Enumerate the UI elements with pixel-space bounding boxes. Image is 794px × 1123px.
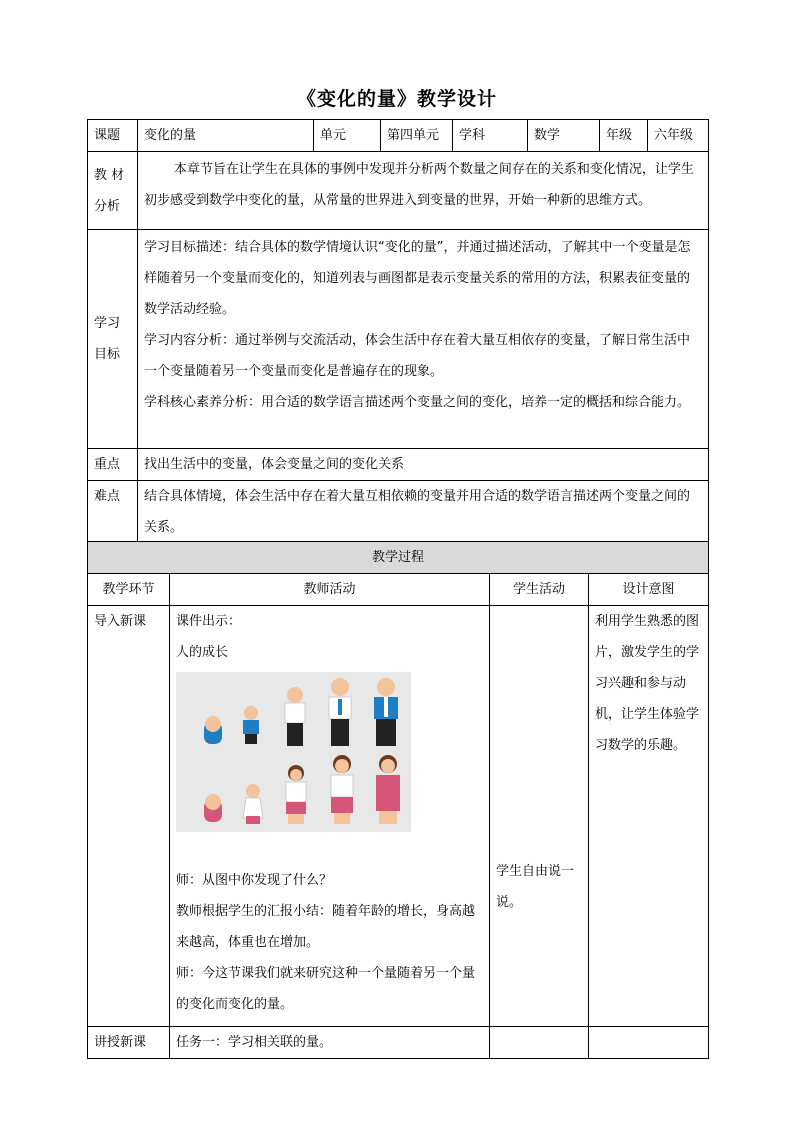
topic-label: 课题 xyxy=(88,120,138,152)
human-growth-image xyxy=(176,672,411,832)
human-growth-illustration xyxy=(176,672,411,832)
grade-label: 年级 xyxy=(600,120,648,152)
key-point-text: 找出生活中的变量，体会变量之间的变化关系 xyxy=(138,449,709,481)
intro-stage: 导入新课 xyxy=(88,606,170,1027)
intro-line-question: 师：从图中你发现了什么？ xyxy=(176,873,333,888)
subject-label: 学科 xyxy=(453,120,528,152)
unit-label: 单元 xyxy=(314,120,381,152)
intro-student-activity: 学生自由说一说。 xyxy=(490,606,589,1027)
difficulty-text: 结合具体情境，体会生活中存在着大量互相依赖的变量并用合适的数学语言描述两个变量之间的关系。 xyxy=(138,481,709,547)
intro-line-transition: 师：今这节课我们就来研究这种一个量随着另一个量的变化而变化的量。 xyxy=(176,966,476,1012)
intro-design-intent: 利用学生熟悉的图片，激发学生的学习兴趣和参与动机，让学生体验学习数学的乐趣。 xyxy=(589,606,709,1027)
col-student-header: 学生活动 xyxy=(490,574,589,606)
objective-content-analysis: 学习内容分析：通过举例与交流活动，体会生活中存在着大量互相依存的变量，了解日常生活中一个变量随着另一个变量而变化是普遍存在的现象。 xyxy=(144,333,691,379)
teen-girl-icon xyxy=(286,765,306,824)
analysis-text: 本章节旨在让学生在具体的事例中发现并分析两个数量之间存在的关系和变化情况，让学生初步感受到数学中变化的量，从常量的世界进入到变量的世界，开始一种新的思维方式。 xyxy=(138,152,709,230)
teen-boy-icon xyxy=(285,687,305,746)
objectives-content xyxy=(138,230,709,449)
baby-boy-icon xyxy=(204,716,222,744)
topic-value: 变化的量 xyxy=(138,120,314,152)
col-teacher-header: 教师活动 xyxy=(170,574,490,606)
intro-line-courseware: 课件出示： xyxy=(176,614,242,629)
adult-woman-icon xyxy=(376,755,400,824)
young-man-icon xyxy=(329,678,351,746)
difficulty-label: 难点 xyxy=(88,481,138,547)
key-point-label: 重点 xyxy=(88,449,138,481)
intro-line-growth: 人的成长 xyxy=(176,645,229,660)
objective-core-literacy: 学科核心素养分析：用合适的数学语言描述两个变量之间的变化，培养一定的概括和综合能力。 xyxy=(144,395,691,410)
analysis-label: 教 材 分析 xyxy=(88,152,138,230)
young-woman-icon xyxy=(331,755,353,824)
intro-line-summary: 教师根据学生的汇报小结：随着年龄的增长，身高越来越高，体重也在增加。 xyxy=(176,904,476,950)
unit-value: 第四单元 xyxy=(381,120,453,152)
intro-teacher-activity xyxy=(170,606,490,1027)
page-title: 《变化的量》教学设计 xyxy=(296,88,497,110)
lecture-design-intent xyxy=(589,1027,709,1059)
process-header: 教学过程 xyxy=(88,542,709,574)
child-boy-icon xyxy=(243,706,259,744)
baby-girl-icon xyxy=(204,794,222,822)
grade-value: 六年级 xyxy=(648,120,709,152)
col-stage-header: 教学环节 xyxy=(88,574,170,606)
subject-value: 数学 xyxy=(528,120,600,152)
lecture-stage: 讲授新课 xyxy=(88,1027,170,1059)
objective-desc: 学习目标描述：结合具体的数学情境认识“变化的量”，并通过描述活动，了解其中一个变量是怎样随着另一个变量而变化的，知道列表与画图都是表示变量关系的常用的方法，积累表征变量的数学活动经验。 xyxy=(144,240,691,317)
lecture-student-activity xyxy=(490,1027,589,1059)
col-design-header: 设计意图 xyxy=(589,574,709,606)
objectives-label: 学习 目标 xyxy=(88,230,138,449)
lecture-teacher-activity: 任务一：学习相关联的量。 xyxy=(170,1027,490,1059)
process-table xyxy=(87,541,709,1059)
info-table xyxy=(87,119,709,547)
adult-man-icon xyxy=(374,678,398,746)
